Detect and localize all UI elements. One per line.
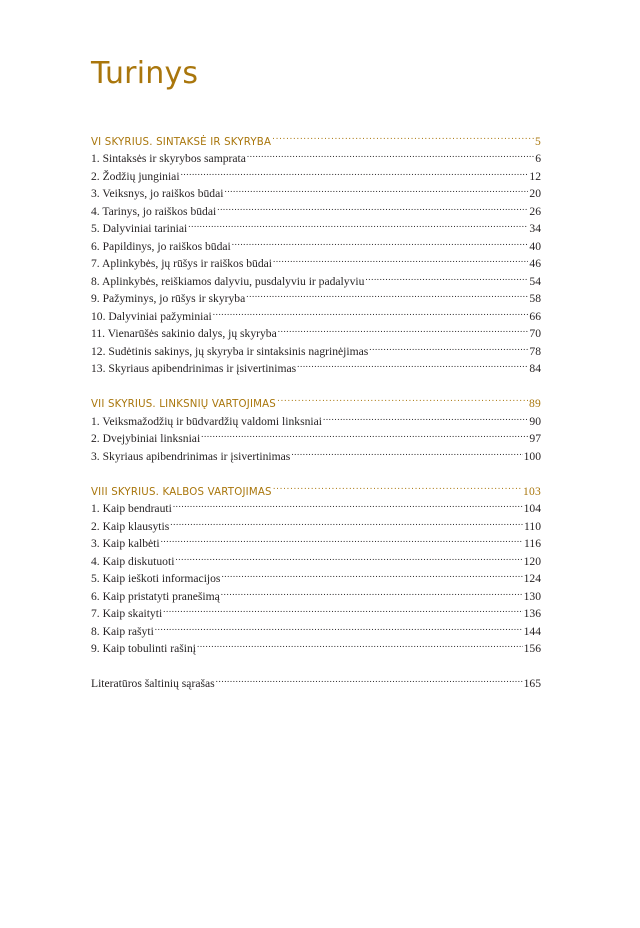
toc-page-number: 136 [523,607,541,620]
toc-entry-label: 9. Kaip tobulinti rašinį [91,642,196,655]
toc-entry-label: 10. Dalyviniai pažyminiai [91,309,212,323]
toc-entry-label: 1. Veiksmažodžių ir būdvardžių valdomi linksniai [91,414,322,428]
dot-leader [155,617,523,635]
toc-entry-label: 6. Kaip pristatyti pranešimą [91,589,220,603]
dot-leader [161,530,523,548]
dot-leader [213,302,529,320]
toc-page-number: 104 [523,502,541,515]
toc-entry-label: Literatūros šaltinių sąrašas [91,677,215,690]
table-of-contents [91,127,541,705]
dot-leader [323,407,528,425]
toc-entry-label: 3. Skyriaus apibendrinimas ir įsivertinimas [91,449,291,463]
toc-page-number: 90 [529,414,541,428]
dot-leader [224,180,528,198]
toc-heading[interactable] [91,390,541,408]
toc-page-number: 124 [523,572,541,585]
toc-page-number: 120 [523,554,541,568]
toc-entry-label: 4. Tarinys, jo raiškos būdai [91,204,217,218]
toc-entry-label: 5. Dalyviniai tariniai [91,222,188,235]
toc-page-number: 5 [535,134,541,148]
toc-page-number: 130 [523,589,541,603]
toc-page-number: 20 [529,187,541,200]
toc-entry-label: 8. Kaip rašyti [91,624,154,638]
toc-entry-label: 12. Sudėtinis sakinys, jų skyryba ir sintaksinis nagrinėjimas [91,344,369,358]
toc-entry-label: 2. Žodžių junginiai [91,169,180,183]
toc-heading[interactable] [91,127,541,148]
toc-entry-label: 13. Skyriaus apibendrinimas ir įsivertinimas [91,362,297,375]
dot-leader [175,547,522,565]
toc-entry-label: 3. Veiksnys, jo raiškos būdai [91,187,224,200]
toc-page-number: 84 [529,362,541,375]
toc-heading-label: VI SKYRIUS. SINTAKSĖ IR SKYRYBA [91,136,272,148]
toc-heading-label: VII SKYRIUS. LINKSNIŲ VARTOJIMAS [91,399,276,410]
toc-entry-label: 6. Papildinys, jo raiškos būdai [91,239,231,253]
toc-page-number: 12 [529,169,541,183]
toc-page-number: 34 [529,222,541,235]
toc-page-number: 40 [529,239,541,253]
toc-entry-label: 9. Pažyminys, jo rūšys ir skyryba [91,292,246,305]
dot-leader [297,355,528,373]
dot-leader [170,512,523,530]
toc-entry-label: 1. Sintaksės ir skyrybos samprata [91,152,246,165]
toc-entry-label: 4. Kaip diskutuoti [91,554,175,568]
toc-page-number: 46 [529,257,541,270]
dot-leader [181,162,529,180]
toc-page-number: 58 [529,292,541,305]
toc-entry[interactable] [91,670,541,688]
toc-page-number: 6 [535,152,541,165]
toc-page-number: 156 [523,642,541,655]
section-references [91,670,541,688]
dot-leader [232,232,529,250]
section-viii [91,477,541,655]
toc-page-number: 100 [523,449,541,463]
toc-heading[interactable] [91,477,541,498]
dot-leader [291,442,522,460]
toc-entry-label: 2. Dvejybiniai linksniai [91,432,201,445]
toc-page-number: 54 [529,274,541,288]
dot-leader [272,127,534,145]
toc-entry-label: 3. Kaip kalbėti [91,537,160,550]
toc-page-number: 103 [523,484,541,498]
toc-page-number: 144 [523,624,541,638]
dot-leader [278,320,529,338]
toc-page-number: 89 [529,397,541,410]
dot-leader [163,600,522,618]
toc-heading-label: VIII SKYRIUS. KALBOS VARTOJIMAS [91,486,272,498]
dot-leader [201,425,528,443]
toc-page-number: 26 [529,204,541,218]
toc-entry-label: 2. Kaip klausytis [91,519,170,533]
toc-page-number: 97 [529,432,541,445]
section-vii [91,390,541,463]
toc-entry-label: 11. Vienarūšės sakinio dalys, jų skyryba [91,327,277,340]
dot-leader [246,285,528,303]
dot-leader [247,145,534,163]
toc-page-number: 70 [529,327,541,340]
page-title: Turinys [91,56,199,91]
toc-page-number: 165 [523,677,541,690]
toc-entry-label: 8. Aplinkybės, reiškiamos dalyviu, pusdalyviu ir padalyviu [91,274,365,288]
toc-entry-label: 7. Kaip skaityti [91,607,163,620]
toc-page-number: 78 [529,344,541,358]
toc-entry-label: 7. Aplinkybės, jų rūšys ir raiškos būdai [91,257,272,270]
dot-leader [188,215,528,233]
dot-leader [197,635,523,653]
toc-entry-label: 1. Kaip bendrauti [91,502,172,515]
dot-leader [273,477,522,495]
section-vi [91,127,541,375]
dot-leader [173,495,523,513]
dot-leader [369,337,528,355]
toc-page-number: 110 [524,519,541,533]
dot-leader [221,565,522,583]
toc-entry[interactable] [91,617,541,638]
toc-entry-label: 5. Kaip ieškoti informacijos [91,572,221,585]
dot-leader [216,670,523,688]
dot-leader [217,197,528,215]
toc-page-number: 66 [529,309,541,323]
dot-leader [221,582,523,600]
toc-page-number: 116 [524,537,541,550]
dot-leader [277,390,528,408]
toc-entry[interactable] [91,635,541,653]
dot-leader [365,267,528,285]
dot-leader [273,250,528,268]
